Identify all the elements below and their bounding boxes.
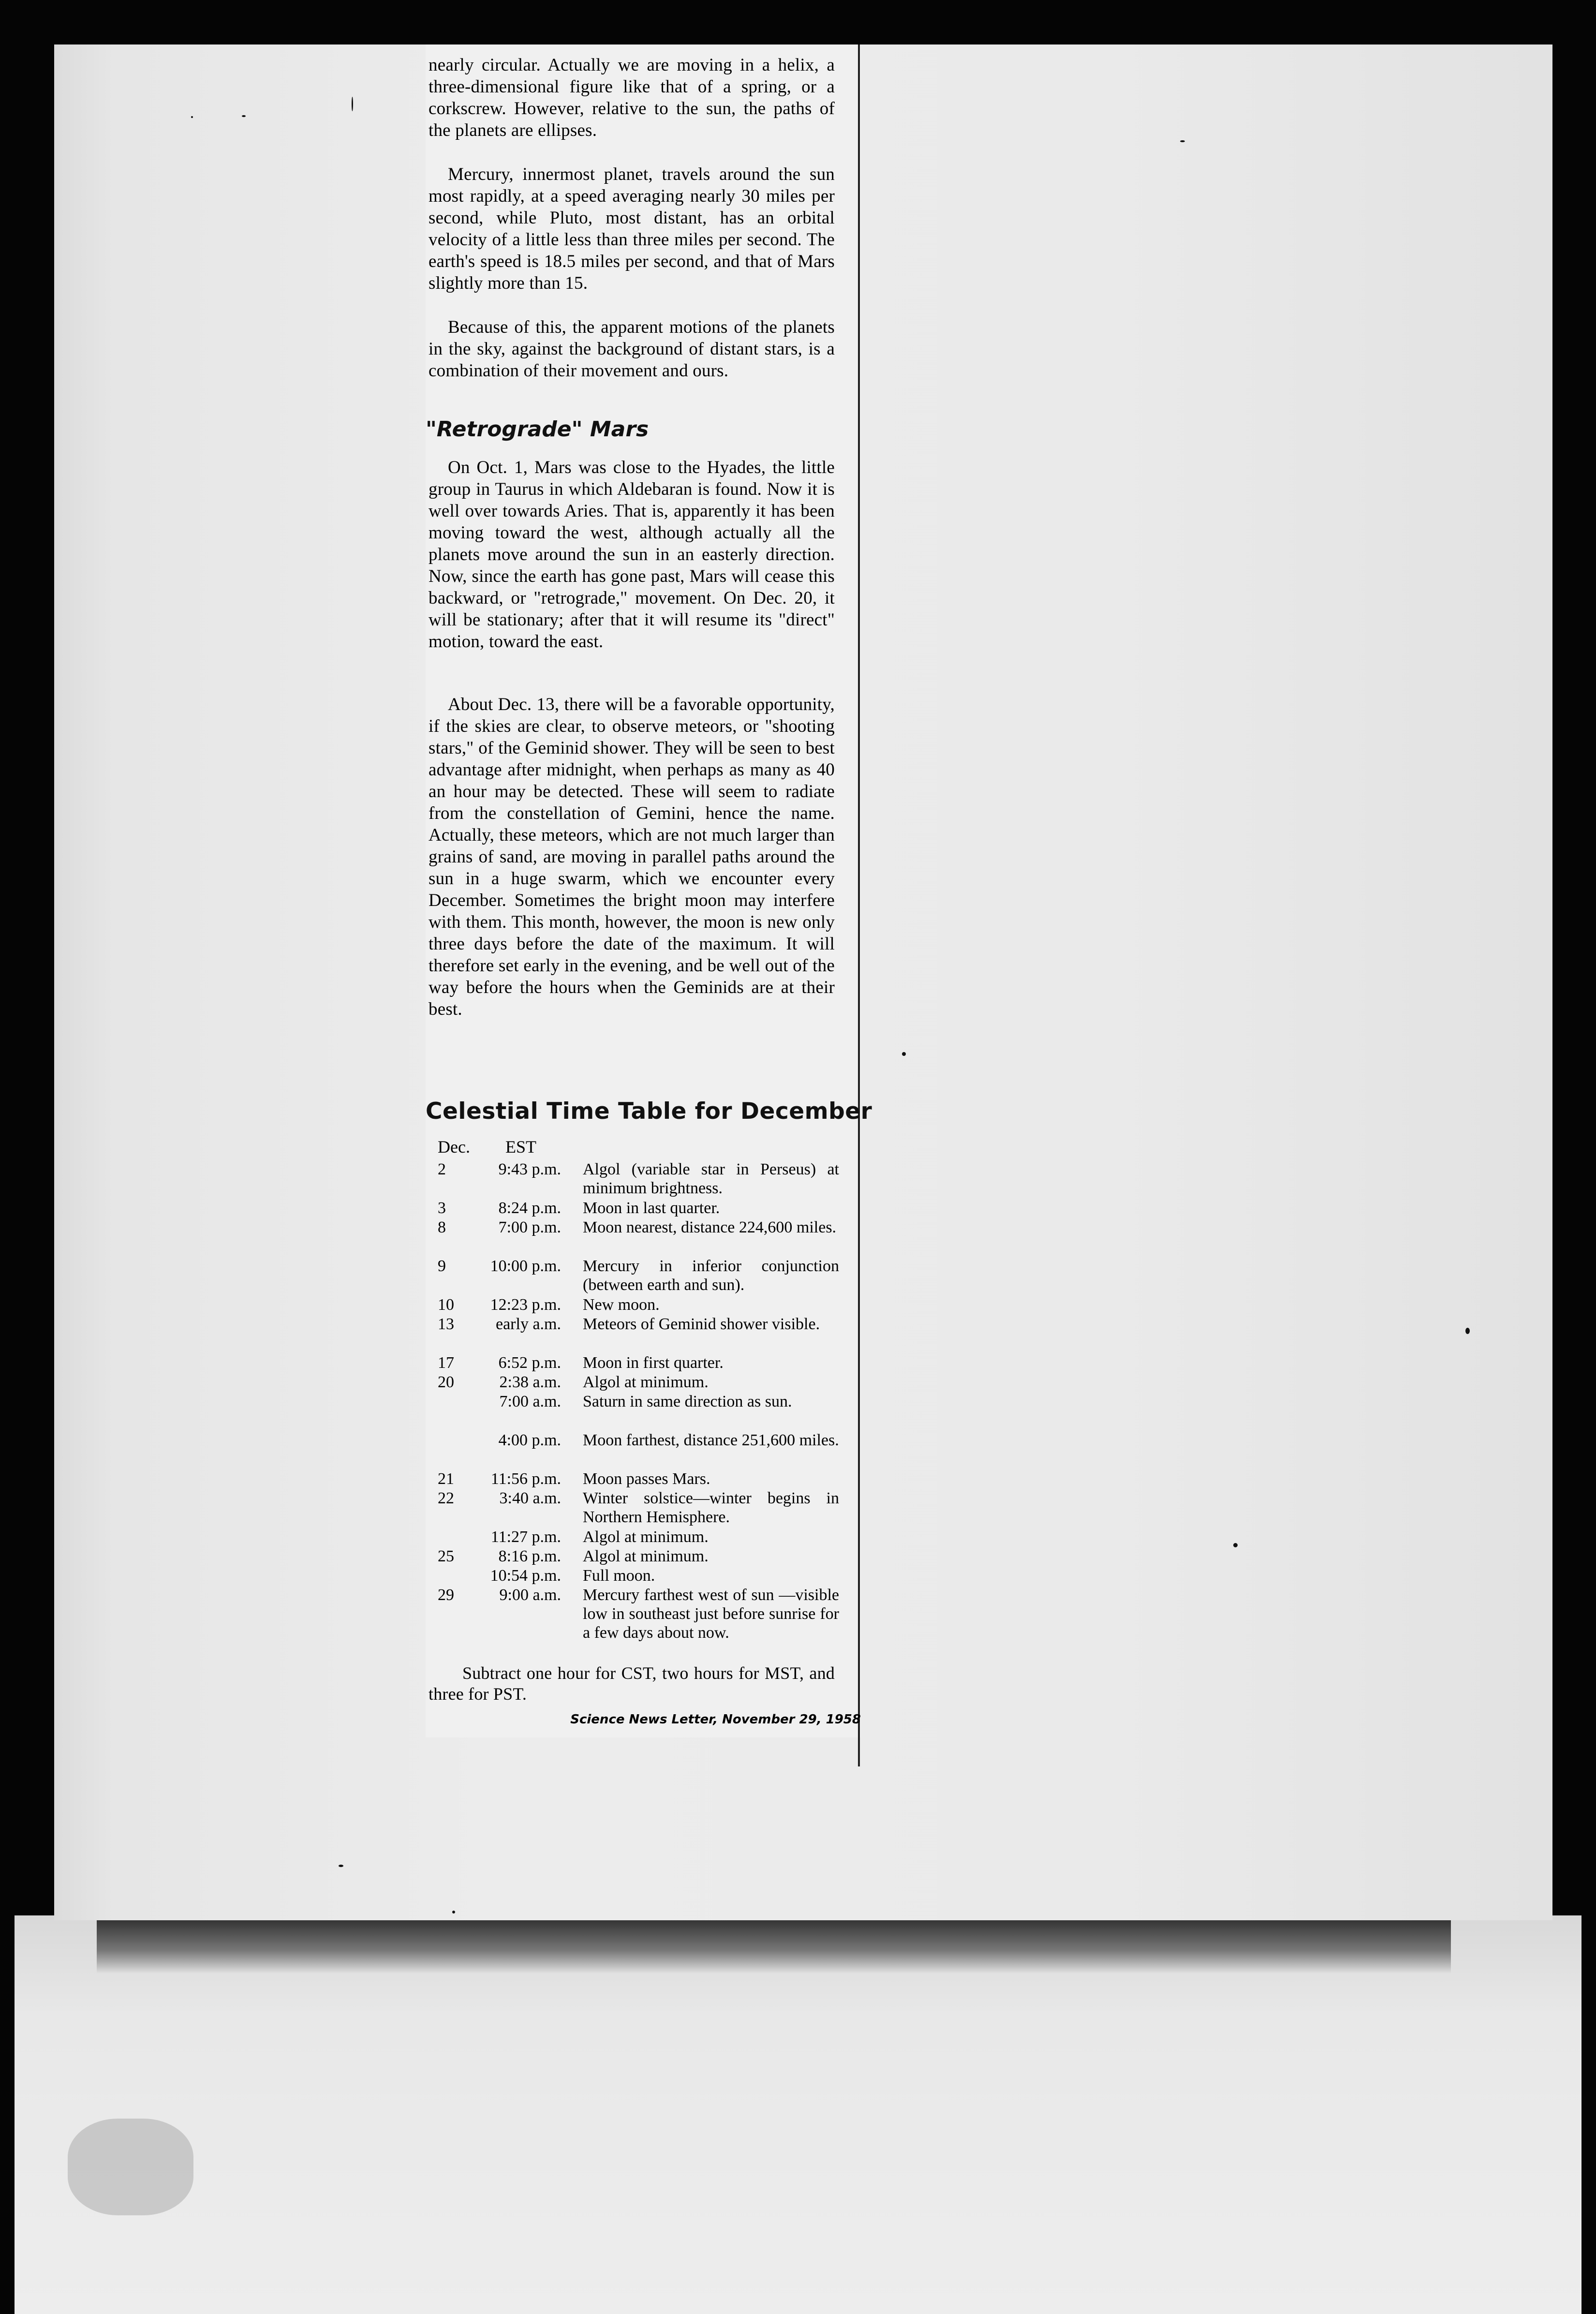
row-time: 6:52 p.m. (498, 1354, 561, 1372)
article-paragraph: nearly circular. Actually we are moving in a helix, a three-dimensional figure like that of a spring, or a corkscrew. However, relative to the sun, the paths of the planets are ellipses. (429, 55, 835, 140)
row-event: Winter solstice—winter begins in Northern Hemisphere. (583, 1489, 839, 1526)
row-time: 2:38 a.m. (499, 1373, 561, 1391)
row-time: 9:00 a.m. (499, 1586, 561, 1604)
article-paragraph: About Dec. 13, there will be a favorable opportunity, if the skies are clear, to observe meteors, or "shooting stars," of the Geminid shower. They will be seen to best advantage after midnight, when perhaps as many as 40 an hour may be detected. These will seem to radiate from the constellation of Gemini, hence the name. Actually, these meteors, which are not much larger than grains of sand, are moving in parallel paths around the sun in a huge swarm, which we encounter every December. Sometimes the bright moon may interfere with them. This month, however, the moon is new only three days before the date of the maximum. It will therefore set early in the evening, and be well out of the way before the hours when the Geminids are at their best. (429, 695, 835, 1019)
row-day: 29 (438, 1586, 454, 1604)
article-paragraph: On Oct. 1, Mars was close to the Hyades, the little group in Taurus in which Aldebaran is found. Now it is well over towards Aries. That is, apparently it has been moving toward the west, although actually all the planets move around the sun in an easterly direction. Now, since the earth has gone past, Mars will cease this backward, or "retrograde," movement. On Dec. 20, it will be stationary; after that it will resume its "direct" motion, toward the east. (429, 458, 835, 652)
section-heading: "Retrograde" Mars (426, 417, 649, 442)
row-event: Full moon. (583, 1567, 655, 1585)
row-day: 8 (438, 1218, 446, 1236)
column-rule (858, 44, 860, 1766)
film-speck (1465, 1328, 1470, 1334)
row-day: 9 (438, 1257, 446, 1275)
row-event: Algol (variable star in Perseus) at minimum brightness. (583, 1160, 839, 1197)
film-speck (191, 116, 193, 118)
row-event: New moon. (583, 1296, 660, 1314)
article-paragraph: Mercury, innermost planet, travels around the sun most rapidly, at a speed averaging nearly 30 miles per second, while Pluto, most distant, has an orbital velocity of a little less than three miles per second. The earth's speed is 18.5 miles per second, and that of Mars slightly more than 15. (429, 164, 835, 293)
row-event: Moon passes Mars. (583, 1470, 710, 1488)
film-speck (452, 1911, 455, 1914)
row-event: Moon in last quarter. (583, 1199, 720, 1217)
row-time: early a.m. (496, 1315, 561, 1333)
timetable-header-day: Dec. (438, 1137, 470, 1157)
film-speck (1180, 140, 1185, 142)
row-time: 4:00 p.m. (498, 1431, 561, 1449)
row-event: Saturn in same direction as sun. (583, 1393, 792, 1410)
row-event: Algol at minimum. (583, 1373, 709, 1391)
film-scratch (352, 97, 353, 111)
row-time: 7:00 p.m. (498, 1218, 561, 1236)
row-time: 10:00 p.m. (490, 1257, 561, 1275)
row-day: 22 (438, 1489, 454, 1507)
row-event: Algol at minimum. (583, 1528, 709, 1546)
timetable-header-time: EST (505, 1137, 537, 1157)
row-event: Mercury in inferior conjunction (between earth and sun). (583, 1257, 839, 1294)
row-event: Algol at minimum. (583, 1547, 709, 1565)
film-speck (1233, 1543, 1238, 1547)
film-speck (902, 1052, 906, 1056)
row-time: 9:43 p.m. (498, 1160, 561, 1178)
film-speck (242, 115, 246, 117)
timetable-title: Celestial Time Table for December (426, 1098, 872, 1125)
timezone-footnote: Subtract one hour for CST, two hours for MST, and three for PST. (429, 1663, 835, 1704)
row-day: 17 (438, 1354, 454, 1372)
row-event: Mercury farthest west of sun —visible low in southeast just before sunrise for a few days about now. (583, 1586, 839, 1642)
row-event: Moon nearest, distance 224,600 miles. (583, 1218, 837, 1236)
article-paragraph: Because of this, the apparent motions of the planets in the sky, against the background of distant stars, is a combination of their movement and ours. (429, 317, 835, 381)
row-time: 7:00 a.m. (499, 1393, 561, 1410)
row-time: 12:23 p.m. (490, 1296, 561, 1314)
row-day: 21 (438, 1470, 454, 1488)
row-event: Moon in first quarter. (583, 1354, 724, 1372)
row-time: 8:24 p.m. (498, 1199, 561, 1217)
row-time: 8:16 p.m. (498, 1547, 561, 1565)
row-day: 25 (438, 1547, 454, 1565)
row-event: Meteors of Geminid shower visible. (583, 1315, 820, 1333)
row-day: 2 (438, 1160, 446, 1178)
row-day: 20 (438, 1373, 454, 1391)
row-time: 11:56 p.m. (490, 1470, 561, 1488)
film-speck (339, 1865, 343, 1867)
row-time: 11:27 p.m. (490, 1528, 561, 1546)
source-citation: Science News Letter, November 29, 1958 (570, 1712, 861, 1727)
row-day: 10 (438, 1296, 454, 1314)
row-time: 10:54 p.m. (490, 1567, 561, 1585)
mount-scuff (68, 2119, 193, 2215)
row-day: 3 (438, 1199, 446, 1217)
row-event: Moon farthest, distance 251,600 miles. (583, 1431, 839, 1449)
mount-board (15, 1915, 1581, 2314)
row-day: 13 (438, 1315, 454, 1333)
mount-shadow (97, 1915, 1451, 1973)
row-time: 3:40 a.m. (499, 1489, 561, 1507)
